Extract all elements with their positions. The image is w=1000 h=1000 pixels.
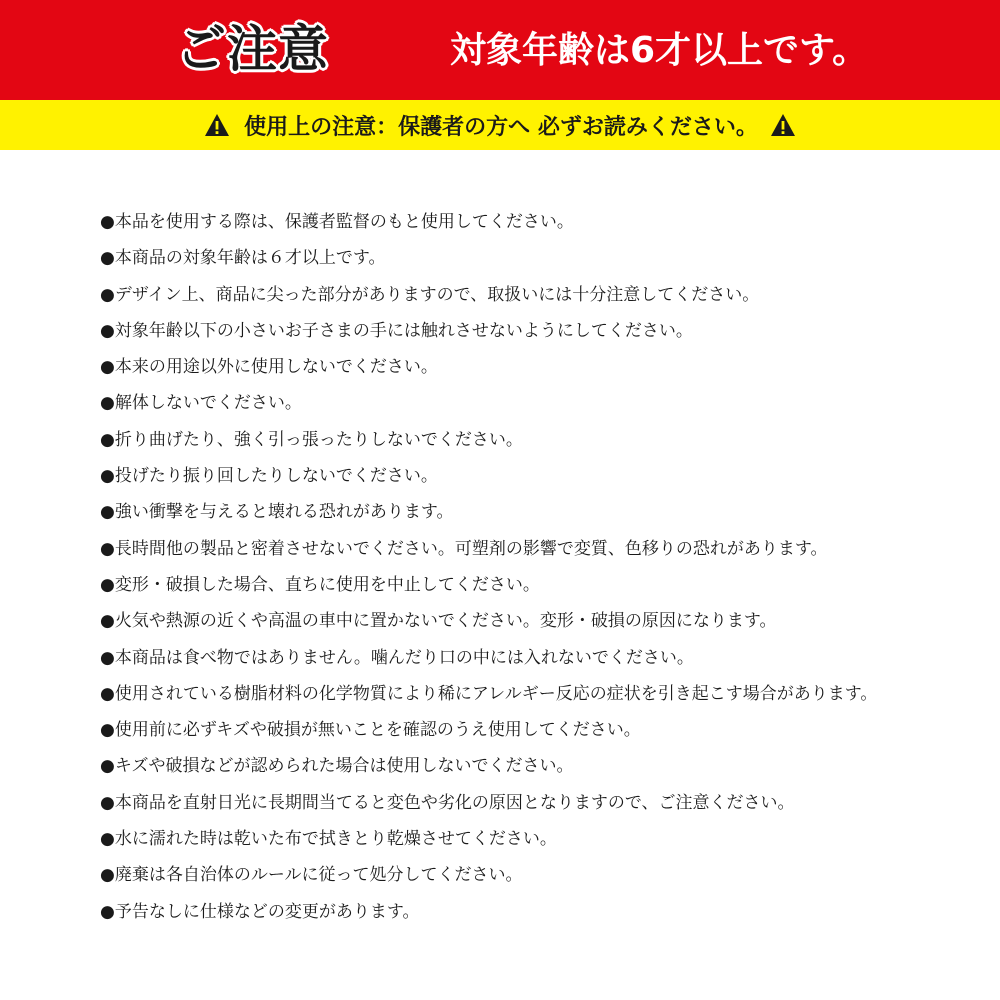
list-item: ●本商品の対象年齢は６才以上です。	[100, 248, 386, 269]
caution-bar	[0, 100, 1000, 150]
list-item: ●投げたり振り回したりしないでください。	[100, 466, 438, 487]
list-item: ●折り曲げたり、強く引っ張ったりしないでください。	[100, 429, 523, 450]
list-item: ●対象年齢以下の小さいお子さまの手には触れさせないようにしてください。	[100, 320, 693, 341]
list-item: ●本来の用途以外に使用しないでください。	[100, 357, 438, 378]
list-item: ●使用されている樹脂材料の化学物質により稀にアレルギー反応の症状を引き起こす場合があります。	[100, 683, 878, 704]
list-item: ●予告なしに仕様などの変更があります。	[100, 901, 420, 922]
list-item: ●本商品は食べ物ではありません。噛んだり口の中には入れないでください。	[100, 647, 694, 668]
list-item: ●本商品を直射日光に長期間当てると変色や劣化の原因となりますので、ご注意ください。	[100, 792, 795, 813]
age-notice: 対象年齢は6才以上です。	[450, 30, 869, 71]
list-item: ●長時間他の製品と密着させないでください。可塑剤の影響で変質、色移りの恐れがあります。	[100, 538, 828, 559]
list-item: ●本品を使用する際は、保護者監督のもと使用してください。	[100, 212, 574, 232]
caution-text: 使用上の注意：保護者の方へ 必ずお読みください。	[244, 114, 758, 140]
caution-list	[100, 204, 980, 930]
list-item: ●廃棄は各自治体のルールに従って処分してください。	[100, 865, 523, 886]
list-item: ●強い衝撃を与えると壊れる恐れがあります。	[100, 502, 454, 523]
warning-triangle-icon	[204, 113, 230, 137]
list-item: ●水に濡れた時は乾いた布で拭きとり乾燥させてください。	[100, 829, 557, 850]
page-title: ご注意	[176, 20, 329, 78]
list-item: ●火気や熱源の近くや高温の車中に置かないでください。変形・破損の原因になります。	[100, 611, 777, 632]
list-item: ●解体しないでください。	[100, 393, 302, 414]
list-item: ●使用前に必ずキズや破損が無いことを確認のうえ使用してください。	[100, 720, 641, 741]
list-item: ●変形・破損した場合、直ちに使用を中止してください。	[100, 574, 540, 595]
list-item: ●キズや破損などが認められた場合は使用しないでください。	[100, 756, 574, 777]
warning-triangle-icon	[770, 113, 796, 137]
list-item: ●デザイン上、商品に尖った部分がありますので、取扱いには十分注意してください。	[100, 284, 760, 305]
